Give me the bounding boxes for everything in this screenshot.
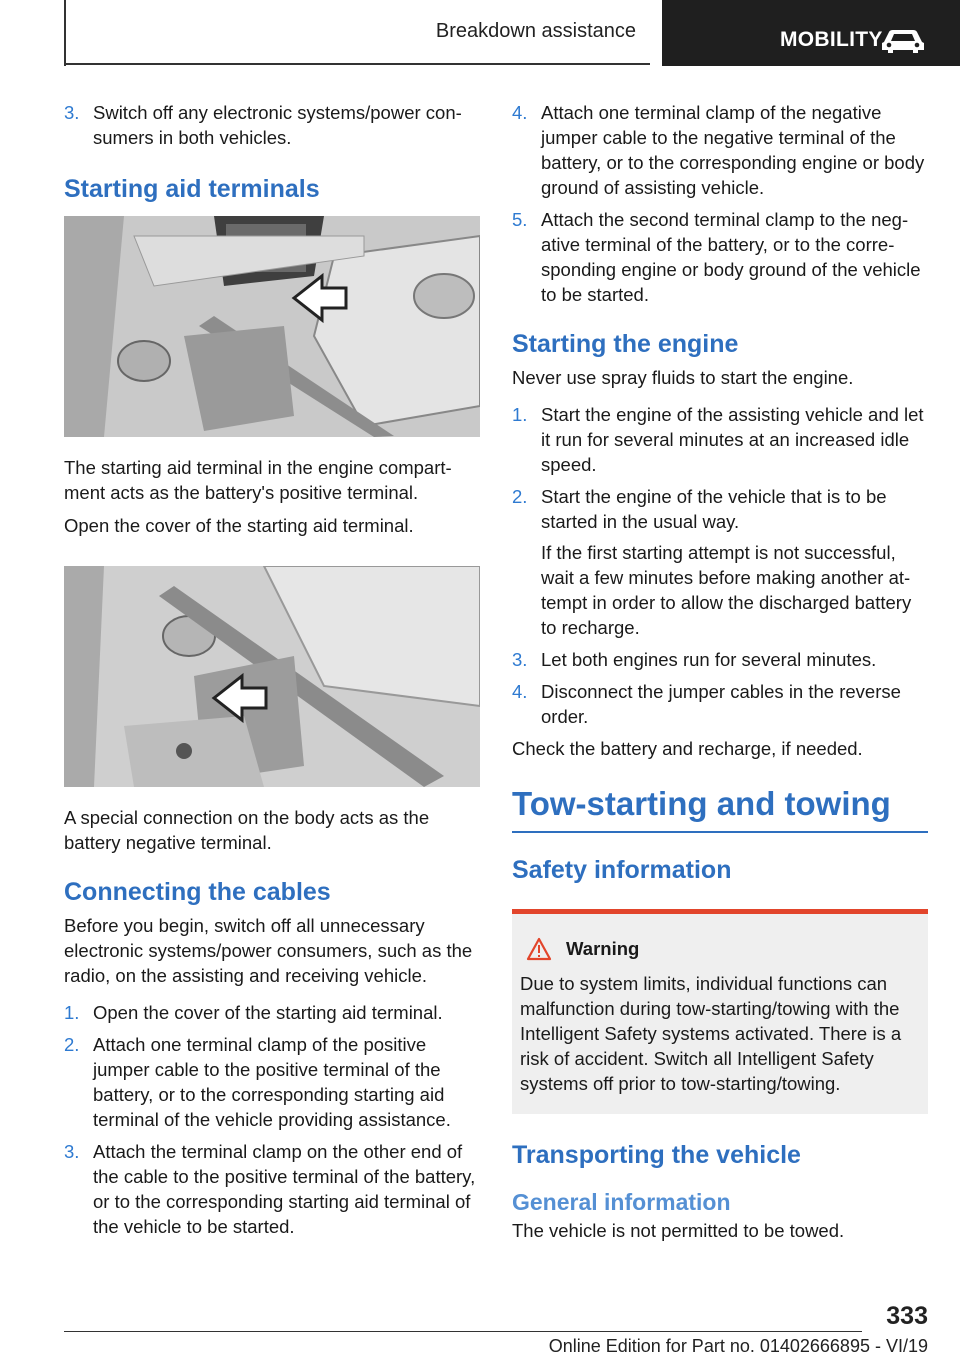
paragraph: Before you begin, switch off all unnecessary electronic systems/power consumers, such as the radio, on the assisting and receiving vehicle.: [64, 915, 473, 986]
heading-general-information: General information: [512, 1189, 731, 1215]
step-number: 3.: [64, 1141, 80, 1162]
list-item: [512, 100, 928, 200]
step-text: Start the engine of the vehicle that is to be started in the usual way.: [541, 486, 887, 532]
heading-safety-information: Safety information: [512, 856, 732, 884]
mobility-tab-label: MOBILITY: [780, 28, 883, 51]
step-number: 1.: [512, 404, 528, 425]
page-header: [0, 0, 960, 66]
warning-header: [520, 936, 920, 961]
section-title: Breakdown assistance: [435, 20, 636, 42]
list-item: [512, 679, 928, 729]
paragraph: Open the cover of the starting aid terminal.: [64, 515, 414, 536]
step-text: Start the engine of the assisting vehicle and let it run for several minutes at an increased idle speed.: [541, 404, 924, 475]
heading-starting-engine: Starting the engine: [512, 330, 739, 358]
step-number: 4.: [512, 102, 528, 123]
list-item: [64, 1000, 482, 1025]
step-text: Disconnect the jumper cables in the reverse order.: [541, 681, 901, 727]
step-number: 4.: [512, 681, 528, 702]
chapter-title: Tow-starting and towing: [512, 783, 928, 833]
list-item: [64, 1139, 482, 1239]
edition-note: Online Edition for Part no. 01402666895 - VI/19: [548, 1336, 928, 1356]
heading-connecting-cables: Connecting the cables: [64, 878, 331, 906]
step-number: 1.: [64, 1002, 80, 1023]
paragraph: The starting aid terminal in the engine compartment acts as the battery's positive terminal.: [64, 457, 452, 503]
warning-box: [512, 909, 928, 1114]
list-item: [512, 402, 928, 477]
right-column: [512, 100, 928, 1251]
body-ground-photo: [64, 566, 480, 787]
list-item: [64, 1032, 482, 1132]
warning-text: Due to system limits, individual functions can malfunction during tow-starting/towing with the Intelligent Safety systems activated. There is a risk of accident. Switch all Intelligent Safety systems off prior to tow-starting/towing.: [520, 973, 902, 1094]
list-item: [512, 647, 928, 672]
warning-title: Warning: [566, 938, 640, 959]
step-text: Let both engines run for several minutes.: [541, 649, 877, 670]
page-number: 333: [886, 1302, 928, 1330]
paragraph: The vehicle is not permitted to be towed.: [512, 1220, 845, 1241]
step-number: 2.: [64, 1034, 80, 1055]
heading-transporting-vehicle: Transporting the vehicle: [512, 1141, 801, 1169]
step-number: 5.: [512, 209, 528, 230]
step-text: Switch off any electronic systems/power consumers in both vehicles.: [93, 102, 462, 148]
step-note: If the first starting attempt is not successful, wait a few minutes before making another attempt in order to allow the discharged battery to recharge.: [541, 542, 912, 638]
list-item: [512, 484, 928, 640]
warning-triangle-icon: [526, 937, 552, 961]
car-icon: [880, 28, 926, 54]
step-text: Attach one terminal clamp of the negative jumper cable to the negative terminal of the battery, or to the corresponding engine or body ground of assisting vehicle.: [541, 102, 925, 198]
heading-starting-aid-terminals: Starting aid terminals: [64, 175, 320, 203]
step-text: Attach the terminal clamp on the other end of the cable to the positive terminal of the battery, or to the corresponding starting aid terminal of the vehicle to be started.: [93, 1141, 476, 1237]
header-underline: [64, 63, 650, 65]
step-number: 3.: [64, 102, 80, 123]
step-number: 3.: [512, 649, 528, 670]
step-text: Attach the second terminal clamp to the negative terminal of the battery, or to the corresponding engine or body ground of the vehicle to be started.: [541, 209, 921, 305]
paragraph: Never use spray fluids to start the engine.: [512, 367, 854, 388]
step-text: Open the cover of the starting aid terminal.: [93, 1002, 443, 1023]
list-item: [64, 100, 482, 150]
footer-divider: [64, 1331, 862, 1332]
paragraph: A special connection on the body acts as the battery negative terminal.: [64, 807, 430, 853]
step-text: Attach one terminal clamp of the positive jumper cable to the positive terminal of the battery, or to the corresponding starting aid terminal of the vehicle providing assistance.: [93, 1034, 451, 1130]
left-column: [64, 100, 482, 1246]
list-item: [512, 207, 928, 307]
step-number: 2.: [512, 486, 528, 507]
engine-compartment-photo: [64, 216, 480, 437]
paragraph: Check the battery and recharge, if needed.: [512, 738, 863, 759]
